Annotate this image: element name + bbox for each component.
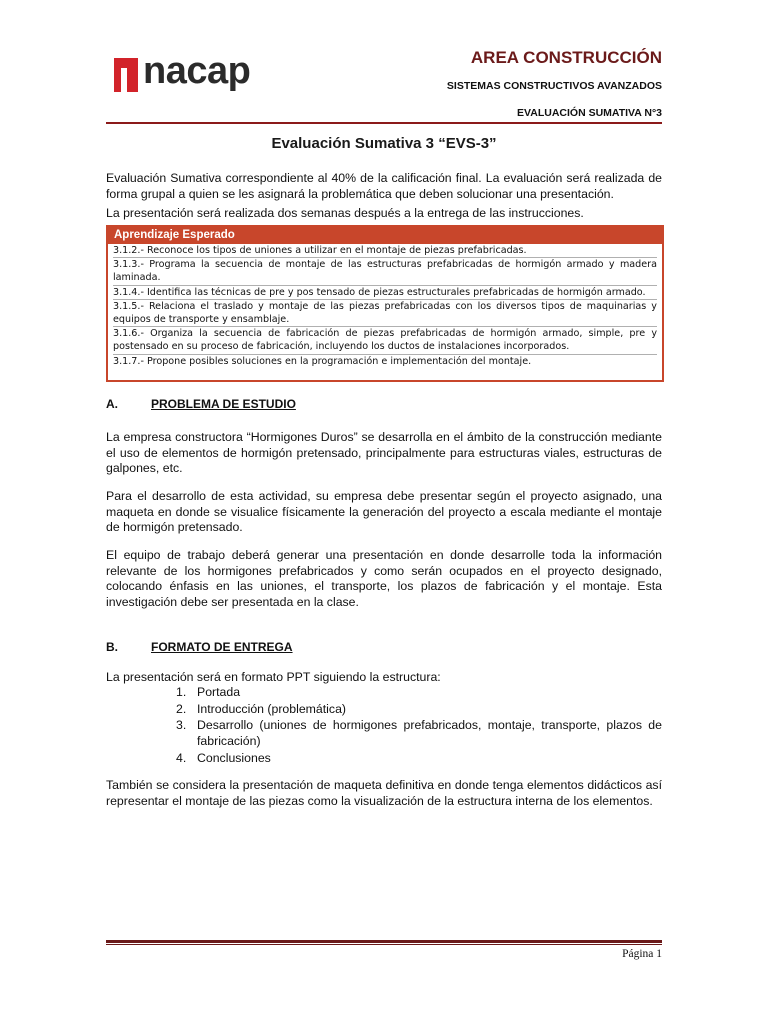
learning-outcome-item: 3.1.7.- Propone posibles soluciones en la programación e implementación del montaje. <box>113 355 532 367</box>
footer-rule <box>106 940 662 943</box>
section-a-title: PROBLEMA DE ESTUDIO <box>151 397 296 411</box>
list-item: 3. Desarrollo (uniones de hormigones prefabricados, montaje, transporte, plazos de fabricación) <box>176 718 662 748</box>
learning-outcome-item: 3.1.2.- Reconoce los tipos de uniones a utilizar en el montaje de piezas prefabricadas. <box>113 244 657 258</box>
section-b-closing: También se considera la presentación de maqueta definitiva en donde tenga elementos didácticos así representar el montaje de las piezas como la visualización de la estructura interna de los elementos. <box>106 778 662 808</box>
delivery-structure-list <box>176 685 662 768</box>
list-item: 4. Conclusiones <box>176 751 271 765</box>
learning-outcome-item: 3.1.4.- Identifica las técnicas de pre y pos tensado de piezas estructurales prefabricadas de hormigón armado. <box>113 286 657 300</box>
header-area: AREA CONSTRUCCIÓN <box>470 48 662 67</box>
section-a-paragraph-1: La empresa constructora “Hormigones Duros” se desarrolla en el ámbito de la construcción mediante el uso de elementos de hormigón pretensado, principalmente para estructuras viales, estructuras de galpones, etc. <box>106 430 662 475</box>
logo-text: nacap <box>143 50 251 92</box>
section-a-paragraph-2: Para el desarrollo de esta actividad, su empresa debe presentar según el proyecto asignado, una maqueta en donde se visualice físicamente la generación del proyecto a escala mediante el montaje de hormigón pretensado. <box>106 489 662 534</box>
section-b-letter: B. <box>106 640 118 654</box>
intro-paragraph-2: La presentación será realizada dos semanas después a la entrega de las instrucciones. <box>106 206 584 220</box>
learning-outcome-item: 3.1.3.- Programa la secuencia de montaje de las estructuras prefabricadas de hormigón armado y madera laminada. <box>113 258 657 285</box>
section-a-letter: A. <box>106 397 118 411</box>
list-item: 2. Introducción (problemática) <box>176 701 346 716</box>
header-evaluation: EVALUACIÓN SUMATIVA N°3 <box>517 107 662 119</box>
learning-outcomes-box <box>106 225 664 382</box>
page-number: Página 1 <box>622 948 662 960</box>
section-b-title: FORMATO DE ENTREGA <box>151 640 293 654</box>
header-rule <box>106 122 662 124</box>
header-subject: SISTEMAS CONSTRUCTIVOS AVANZADOS <box>446 80 662 92</box>
list-item: 1. Portada <box>176 685 241 699</box>
section-a-paragraph-3: El equipo de trabajo deberá generar una presentación en donde desarrolle toda la información relevante de los hormigones prefabricados y como serán ocupados en el proyecto designado, colocando énfasis en las uniones, el transporte, los plazos de fabricación y el montaje. Esta investigación debe ser presentada en la clase. <box>106 548 662 609</box>
footer-rule-thin <box>106 944 662 945</box>
logo-mark-icon <box>114 58 138 92</box>
learning-outcome-item: 3.1.5.- Relaciona el traslado y montaje de las piezas prefabricadas con los diversos tipos de maquinarias y equipos de transporte y ensamblaje. <box>113 300 657 327</box>
section-b-intro: La presentación será en formato PPT siguiendo la estructura: <box>106 670 441 684</box>
learning-outcomes-list <box>108 244 662 368</box>
intro-paragraph-1: Evaluación Sumativa correspondiente al 40% de la calificación final. La evaluación será realizada de forma grupal a quien se les asignará la problemática que deben solucionar una presentación. <box>106 171 662 201</box>
learning-outcomes-heading: Aprendizaje Esperado <box>108 227 662 244</box>
page-title: Evaluación Sumativa 3 “EVS-3” <box>271 135 497 152</box>
learning-outcome-item: 3.1.6.- Organiza la secuencia de fabricación de piezas prefabricadas de hormigón armado, simple, pre y postensado en su proceso de fabricación, incluyendo los ductos de instalaciones incorporados. <box>113 327 657 354</box>
